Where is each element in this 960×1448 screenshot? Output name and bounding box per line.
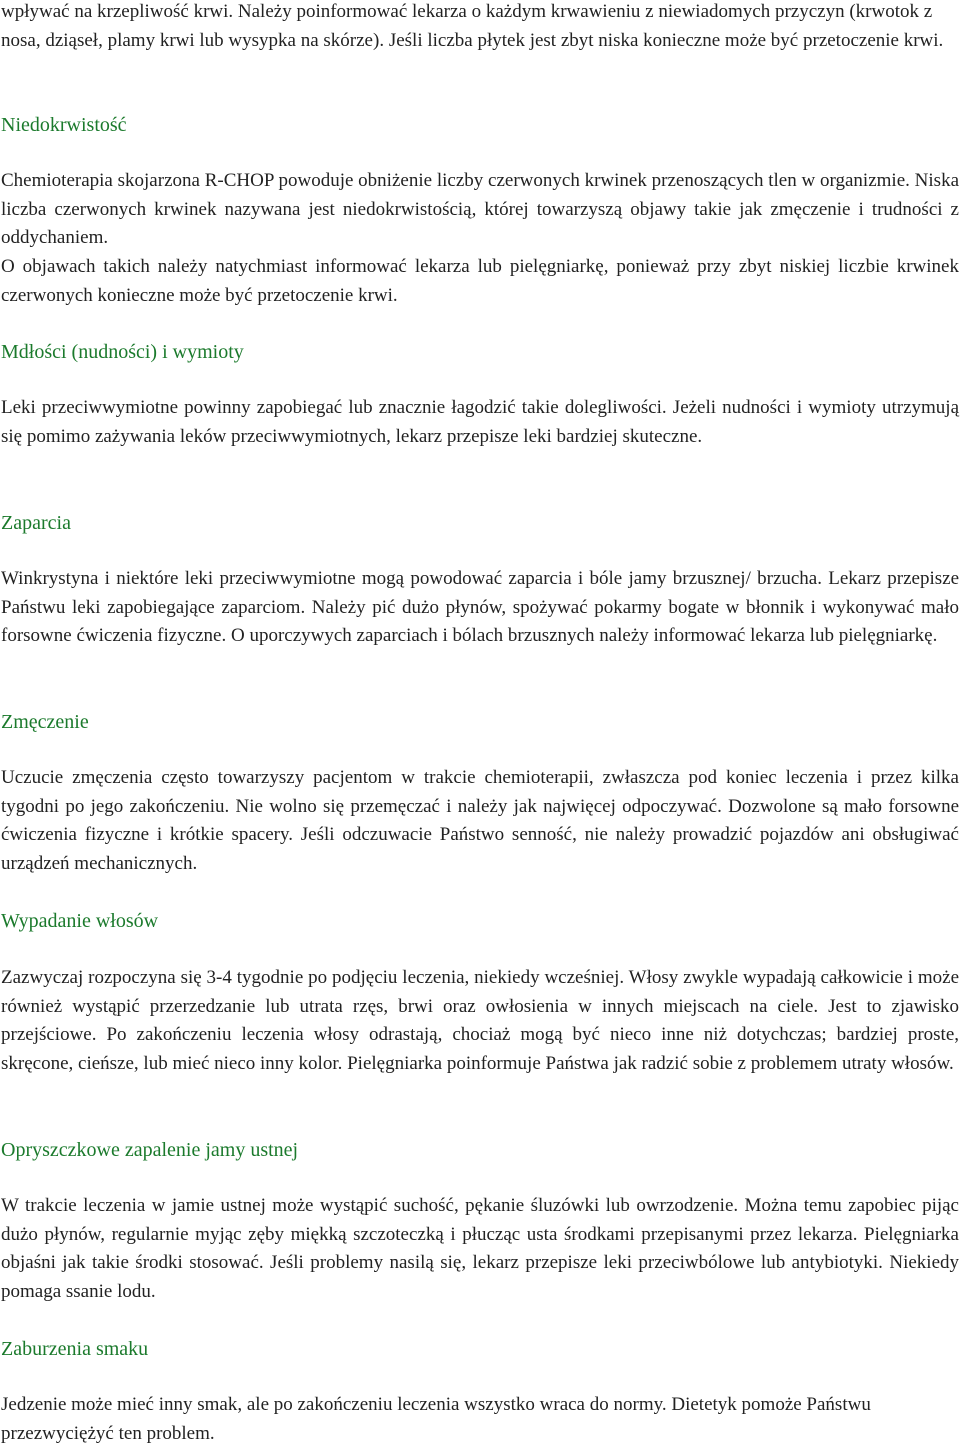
heading-opryszczkowe-zapalenie: Opryszczkowe zapalenie jamy ustnej <box>1 1139 299 1161</box>
paragraph-mdlosci: Leki przeciwwymiotne powinny zapobiegać lub znacznie łagodzić takie dolegliwości. Jeżeli nudności i wymioty utrzymują się pomimo zażywania leków przeciwwymiotnych, lekarz przepisze leki bardziej skuteczne. <box>1 397 959 447</box>
paragraph-niedokrwistosc-1: Chemioterapia skojarzona R-CHOP powoduje obniżenie liczby czerwonych krwinek przenoszących tlen w organizmie. Niska liczba czerwonych krwinek nazywana jest niedokrwistością, której towarzyszą objawy takie jak zmęczenie i trudności z oddychaniem. <box>1 170 959 249</box>
heading-mdlosci: Mdłości (nudności) i wymioty <box>1 341 244 363</box>
paragraph-zaburzenia-smaku: Jedzenie może mieć inny smak, ale po zakończeniu leczenia wszystko wraca do normy. Dietetyk pomoże Państwu przezwyciężyć ten problem. <box>1 1394 871 1444</box>
paragraph-zmeczenie: Uczucie zmęczenia często towarzyszy pacjentom w trakcie chemioterapii, zwłaszcza pod koniec leczenia i przez kilka tygodni po jego zakończeniu. Nie wolno się przemęczać i należy jak najwięcej odpoczywać. Dozwolone są mało forsowne ćwiczenia fizyczne i krótkie spacery. Jeśli odczuwacie Państwo senność, nie należy prowadzić pojazdów ani obsługiwać urządzeń mechanicznych. <box>1 767 959 874</box>
intro-paragraph: wpływać na krzepliwość krwi. Należy poinformować lekarza o każdym krwawieniu z niewiadomych przyczyn (krwotok z nosa, dziąseł, plamy krwi lub wysypka na skórze). Jeśli liczba płytek jest zbyt niska konieczne może być przetoczenie krwi. <box>1 1 944 51</box>
heading-zmeczenie: Zmęczenie <box>1 711 89 733</box>
paragraph-opryszczkowe-zapalenie: W trakcie leczenia w jamie ustnej może wystąpić suchość, pękanie śluzówki lub owrzodzenie. Można temu zapobiec pijąc dużo płynów, regularnie myjąc zęby miękką szczoteczką i płucząc usta środkami przepisanymi przez lekarza. Pielęgniarka objaśni jak takie środki stosować. Jeśli problemy nasilą się, lekarz przepisze leki przeciwbólowe lub antybiotyki. Niekiedy pomaga ssanie lodu. <box>1 1195 959 1302</box>
paragraph-wypadanie-wlosow: Zazwyczaj rozpoczyna się 3-4 tygodnie po podjęciu leczenia, niekiedy wcześniej. Włosy zwykle wypadają całkowicie i może również wystąpić przerzedzanie lub utrata rzęs, brwi oraz owłosienia w innych miejscach na ciele. Jest to zjawisko przejściowe. Po zakończeniu leczenia włosy odrastają, chociaż mogą być nieco inne niż dotychczas; bardziej proste, skręcone, cieńsze, lub mieć nieco inny kolor. Pielęgniarka poinformuje Państwa jak radzić sobie z problemem utraty włosów. <box>1 967 959 1074</box>
heading-wypadanie-wlosow: Wypadanie włosów <box>1 910 159 932</box>
heading-niedokrwistosc: Niedokrwistość <box>1 114 127 136</box>
heading-zaburzenia-smaku: Zaburzenia smaku <box>1 1338 149 1360</box>
heading-zaparcia: Zaparcia <box>1 512 71 534</box>
paragraph-zaparcia: Winkrystyna i niektóre leki przeciwwymiotne mogą powodować zaparcia i bóle jamy brzusznej/ brzucha. Lekarz przepisze Państwu leki zapobiegające zaparciom. Należy pić dużo płynów, spożywać pokarmy bogate w błonnik i wykonywać mało forsowne ćwiczenia fizyczne. O uporczywych zaparciach i bólach brzusznych należy informować lekarza lub pielęgniarkę. <box>1 568 959 647</box>
paragraph-niedokrwistosc-2: O objawach takich należy natychmiast informować lekarza lub pielęgniarkę, ponieważ przy zbyt niskiej liczbie krwinek czerwonych konieczne może być przetoczenie krwi. <box>1 256 959 306</box>
